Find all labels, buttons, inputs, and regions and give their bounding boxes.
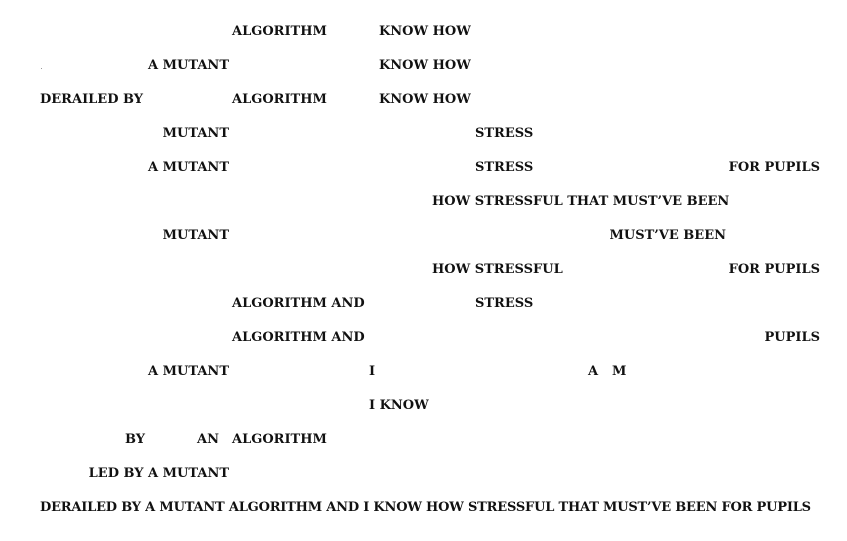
- word-algorithm: ALGORITHM: [232, 24, 327, 39]
- word-a-mutant: A MUTANT: [148, 364, 229, 379]
- word-mustve-been: MUST’VE BEEN: [609, 228, 726, 243]
- word-algorithm: ALGORITHM: [232, 432, 327, 447]
- word-derailed-by: DERAILED BY: [40, 92, 144, 107]
- word-algorithm-and: ALGORITHM AND: [232, 296, 365, 311]
- word-m: M: [612, 364, 627, 379]
- word-i-know: I KNOW: [369, 398, 429, 413]
- word-algorithm: ALGORITHM: [232, 92, 327, 107]
- word-i: I: [369, 364, 376, 379]
- word-led-by-a-mutant: LED BY A MUTANT: [88, 466, 229, 481]
- stray-mark: [41, 68, 42, 69]
- word-how-stressful-that-mustve-been: HOW STRESSFUL THAT MUST’VE BEEN: [432, 194, 730, 209]
- word-a-mutant: A MUTANT: [148, 160, 229, 175]
- word-mutant: MUTANT: [162, 126, 229, 141]
- word-algorithm-and: ALGORITHM AND: [232, 330, 365, 345]
- word-know-how: KNOW HOW: [379, 58, 471, 73]
- word-pupils: PUPILS: [764, 330, 820, 345]
- word-stress: STRESS: [475, 126, 534, 141]
- full-sentence: DERAILED BY A MUTANT ALGORITHM AND I KNOW HOW STRESSFUL THAT MUST’VE BEEN FOR PUPILS: [40, 500, 811, 515]
- word-for-pupils: FOR PUPILS: [728, 160, 820, 175]
- word-a-mutant: A MUTANT: [148, 58, 229, 73]
- word-for-pupils: FOR PUPILS: [728, 262, 820, 277]
- word-know-how: KNOW HOW: [379, 92, 471, 107]
- word-a: A: [588, 364, 599, 379]
- word-stress: STRESS: [475, 296, 534, 311]
- word-stress: STRESS: [475, 160, 534, 175]
- word-an: AN: [197, 432, 219, 447]
- word-by: BY: [124, 432, 145, 447]
- word-know-how: KNOW HOW: [379, 24, 471, 39]
- word-mutant: MUTANT: [162, 228, 229, 243]
- word-how-stressful: HOW STRESSFUL: [432, 262, 563, 277]
